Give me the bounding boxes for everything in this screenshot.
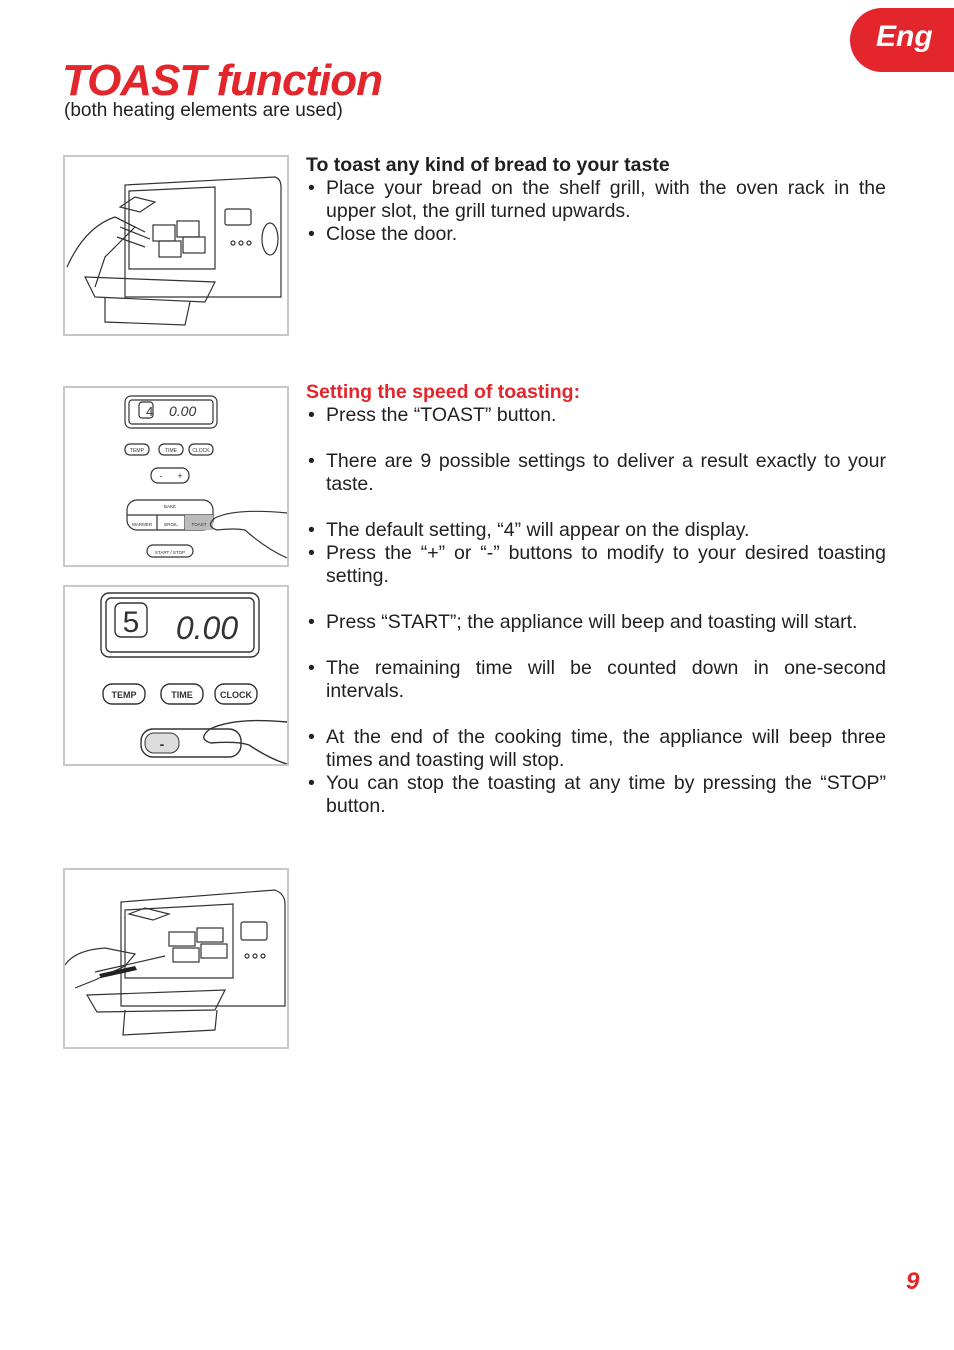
list-item: • Press the “+” or “-” buttons to modify to your desired toasting setting. bbox=[306, 542, 886, 588]
figure-remove-toast bbox=[63, 868, 289, 1049]
instruction-list bbox=[306, 177, 886, 246]
panel-time-display: 0.00 bbox=[169, 403, 197, 419]
figure-control-panel-toast bbox=[63, 386, 289, 567]
section-toasting-speed bbox=[306, 381, 886, 818]
clock-button-label: CLOCK bbox=[192, 448, 210, 454]
clock-button-label: CLOCK bbox=[220, 690, 252, 700]
list-item: • Place your bread on the shelf grill, with the oven rack in the upper slot, the grill turned upwards. bbox=[306, 177, 886, 223]
list-item: • Press the “TOAST” button. bbox=[306, 404, 886, 427]
list-item: • There are 9 possible settings to deliver a result exactly to your taste. bbox=[306, 450, 886, 496]
language-label: Eng bbox=[876, 20, 933, 53]
plus-button-label: + bbox=[177, 471, 183, 481]
page-subtitle: (both heating elements are used) bbox=[64, 100, 343, 121]
oven-unloading-illustration bbox=[65, 870, 287, 1047]
temp-button-label: TEMP bbox=[111, 690, 137, 700]
list-item: • The default setting, “4” will appear on the display. bbox=[306, 519, 886, 542]
oven-loading-illustration bbox=[65, 157, 287, 334]
panel-setting-display: 4 bbox=[146, 404, 154, 419]
minus-button-label: - bbox=[159, 471, 163, 481]
section-toast-bread bbox=[306, 154, 886, 246]
section-heading: To toast any kind of bread to your taste bbox=[306, 154, 670, 176]
page-title: TOAST function bbox=[62, 56, 383, 105]
list-item: • Press “START”; the appliance will beep and toasting will start. bbox=[306, 611, 886, 634]
display-setting-digit: 5 bbox=[122, 606, 140, 639]
time-button-label: TIME bbox=[165, 448, 177, 454]
figure-display-setting bbox=[63, 585, 289, 766]
display-zoom-illustration bbox=[65, 587, 287, 764]
control-panel-illustration bbox=[65, 388, 287, 565]
temp-button-label: TEMP bbox=[130, 448, 144, 454]
start-stop-label: START / STOP bbox=[154, 550, 186, 555]
instruction-list bbox=[306, 404, 886, 818]
list-item: • At the end of the cooking time, the appliance will beep three times and toasting will stop. bbox=[306, 726, 886, 772]
warmer-label: WARMER bbox=[131, 522, 153, 527]
toast-label: TOAST bbox=[191, 522, 207, 527]
section-heading: Setting the speed of toasting: bbox=[306, 381, 581, 403]
bake-label: BAKE bbox=[163, 504, 177, 509]
language-tab bbox=[850, 8, 954, 72]
list-item: • Close the door. bbox=[306, 223, 886, 246]
broil-label: BROIL bbox=[164, 522, 178, 527]
minus-button-label: - bbox=[159, 736, 165, 752]
figure-place-bread bbox=[63, 155, 289, 336]
display-time-digits: 0.00 bbox=[175, 610, 239, 646]
page-number: 9 bbox=[906, 1268, 920, 1295]
list-item: • You can stop the toasting at any time by pressing the “STOP” button. bbox=[306, 772, 886, 818]
list-item: • The remaining time will be counted down in one-second intervals. bbox=[306, 657, 886, 703]
time-button-label: TIME bbox=[171, 690, 193, 700]
